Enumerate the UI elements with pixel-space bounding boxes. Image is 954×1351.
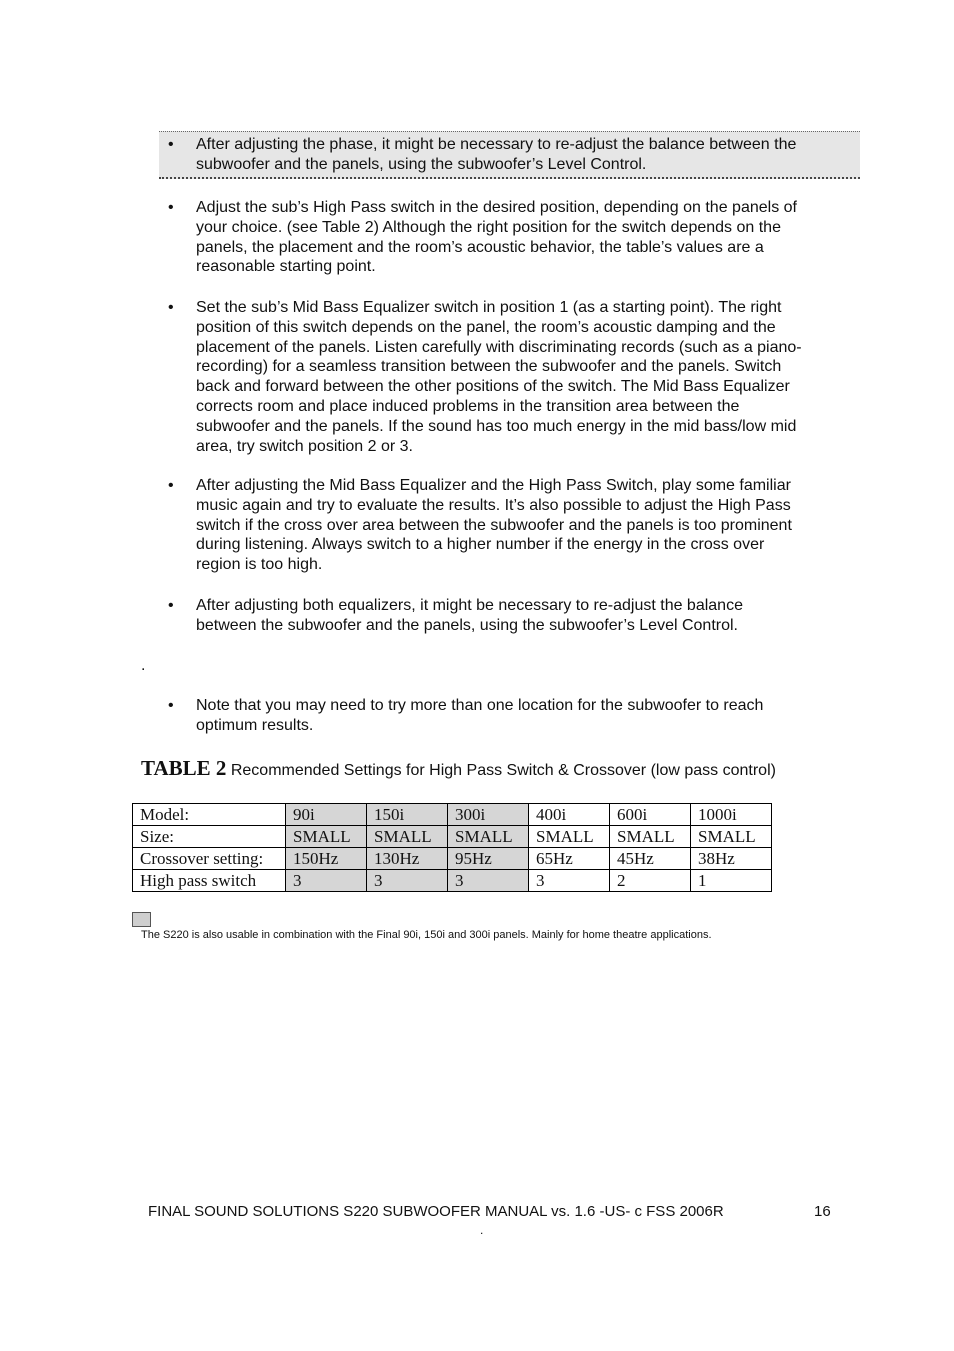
table-cell: SMALL xyxy=(448,826,529,848)
table-cell: SMALL xyxy=(286,826,367,848)
table-number: TABLE 2 xyxy=(141,756,227,780)
footer-text: FINAL SOUND SOLUTIONS S220 SUBWOOFER MANUAL vs. 1.6 -US- c FSS 2006R xyxy=(148,1203,724,1220)
bullet-symbol: • xyxy=(168,136,174,153)
table-cell: SMALL xyxy=(691,826,772,848)
stray-period: . xyxy=(141,657,146,674)
table-cell: 45Hz xyxy=(610,848,691,870)
table-description: Recommended Settings for High Pass Switch & Crossover (low pass control) xyxy=(230,762,776,779)
table-cell: 2 xyxy=(610,870,691,892)
table-cell: 95Hz xyxy=(448,848,529,870)
table-cell: 90i xyxy=(286,804,367,826)
table-cell: 3 xyxy=(367,870,448,892)
row-header: Model: xyxy=(133,804,286,826)
table-cell: 65Hz xyxy=(529,848,610,870)
bullet-text-mid-bass: Set the sub’s Mid Bass Equalizer switch in position 1 (as a starting point). The right position of this switch depends on the panel, the room’s acoustic damping and the placement of the panels. Listen carefully with discriminating records (such as a piano- recording) for a seamless transition between the subwoofer and the panels. Switch back and forward between the other positions of the switch. The Mid Bass Equalizer corrects room and place induced problems in the transition area between the subwoofer and the panels. If the sound has too much energy in the mid bass/low mid area, try switch position 2 or 3. xyxy=(196,299,802,455)
table-cell: SMALL xyxy=(610,826,691,848)
footnote-text: The S220 is also usable in combination with the Final 90i, 150i and 300i panels. Mainly for home theatre applications. xyxy=(141,929,712,941)
table-cell: 150i xyxy=(367,804,448,826)
table-cell: 400i xyxy=(529,804,610,826)
bullet-symbol: • xyxy=(168,597,174,614)
bullet-text-high-pass: Adjust the sub’s High Pass switch in the desired position, depending on the panels of your choice. (see Table 2) Although the right position for the switch depends on the panels, the placement and the room’s acoustic behavior, the table’s values are a reasonable starting point. xyxy=(196,199,797,276)
table-cell: 3 xyxy=(529,870,610,892)
bullet-text-phase-balance: After adjusting the phase, it might be necessary to re-adjust the balance between the subwoofer and the panels, using the subwoofer’s Level Control. xyxy=(196,136,797,173)
footnote-marker-box xyxy=(132,912,151,927)
table-cell: 3 xyxy=(448,870,529,892)
table-cell: SMALL xyxy=(529,826,610,848)
table-cell: 130Hz xyxy=(367,848,448,870)
row-header: High pass switch xyxy=(133,870,286,892)
bullet-symbol: • xyxy=(168,199,174,216)
bullet-text-evaluate: After adjusting the Mid Bass Equalizer and the High Pass Switch, play some familiar music again and try to evaluate the results. It’s also possible to adjust the High Pass switch if the cross over area between the subwoofer and the panels is too prominent during listening. Always switch to a higher number if the energy in the cross over region is too high. xyxy=(196,477,792,574)
page-footer xyxy=(148,1203,831,1221)
footer-dot: . xyxy=(480,1223,484,1237)
page-number: 16 xyxy=(814,1203,831,1220)
table-row-model xyxy=(133,804,772,826)
bullet-symbol: • xyxy=(168,697,174,714)
table-cell: 300i xyxy=(448,804,529,826)
row-header: Crossover setting: xyxy=(133,848,286,870)
table-row-high-pass xyxy=(133,870,772,892)
bullet-text-equalizers: After adjusting both equalizers, it might be necessary to re-adjust the balance between the subwoofer and the panels, using the subwoofer’s Level Control. xyxy=(196,597,743,634)
table-cell: 38Hz xyxy=(691,848,772,870)
table-cell: SMALL xyxy=(367,826,448,848)
table-cell: 3 xyxy=(286,870,367,892)
bullet-text-location: Note that you may need to try more than one location for the subwoofer to reach optimum results. xyxy=(196,697,764,734)
table-row-crossover xyxy=(133,848,772,870)
table-cell: 600i xyxy=(610,804,691,826)
table-cell: 1 xyxy=(691,870,772,892)
bullet-symbol: • xyxy=(168,299,174,316)
settings-table xyxy=(132,803,772,892)
row-header: Size: xyxy=(133,826,286,848)
table-cell: 1000i xyxy=(691,804,772,826)
bullet-symbol: • xyxy=(168,477,174,494)
table-row-size xyxy=(133,826,772,848)
table-caption xyxy=(141,756,776,781)
table-cell: 150Hz xyxy=(286,848,367,870)
